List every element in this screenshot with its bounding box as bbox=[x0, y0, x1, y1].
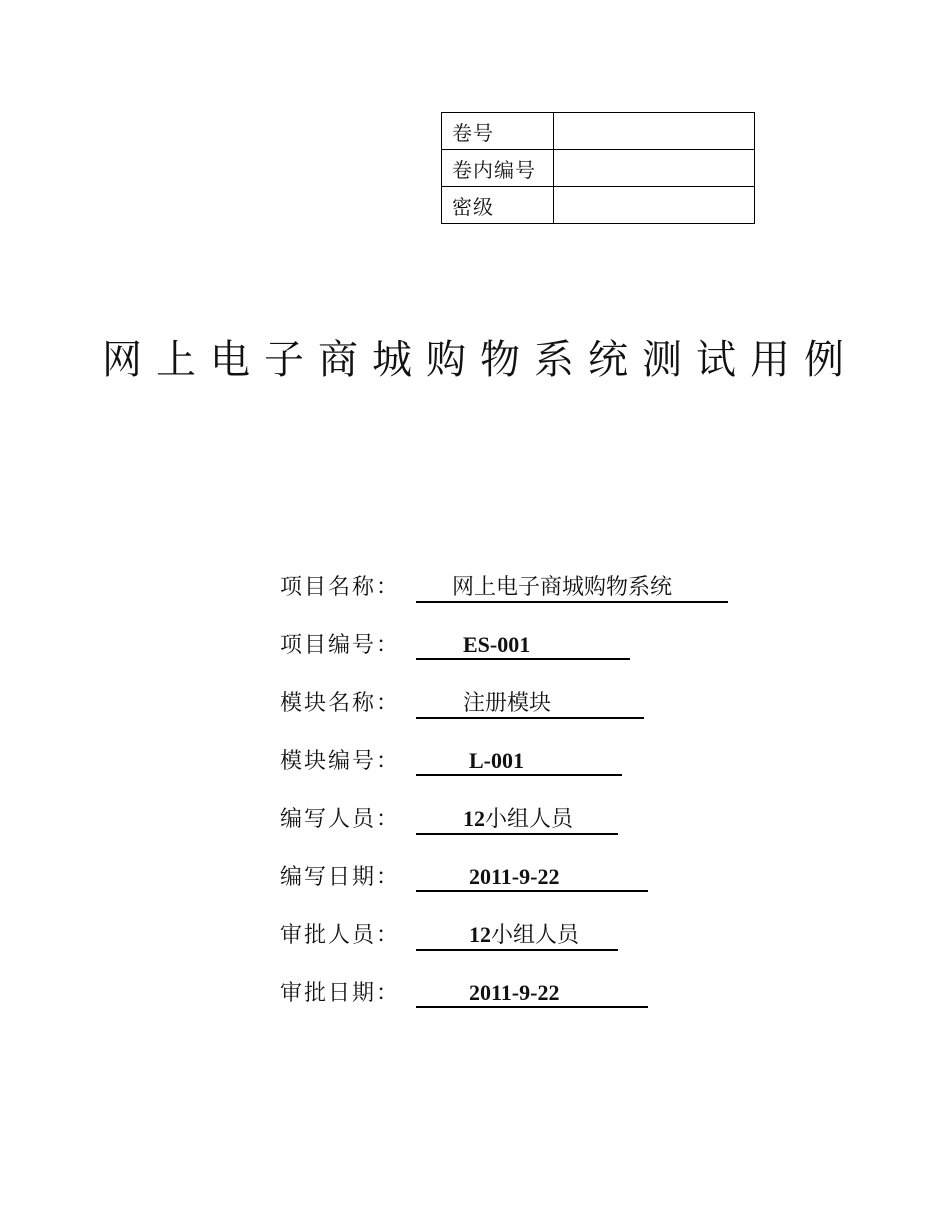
author-label: 编写人员： bbox=[280, 807, 401, 832]
approver-field bbox=[280, 918, 618, 950]
module-no-label: 模块编号： bbox=[280, 749, 401, 774]
volume-no-label: 卷号 bbox=[442, 113, 554, 150]
approve-date-value: 2011-9-22 bbox=[416, 980, 648, 1008]
project-name-field bbox=[280, 570, 728, 602]
project-no-value: ES-001 bbox=[416, 632, 630, 660]
author-field bbox=[280, 802, 618, 834]
table-row bbox=[442, 187, 755, 224]
security-level-value bbox=[554, 187, 755, 224]
write-date-field bbox=[280, 860, 648, 892]
document-title: 网上电子商城购物系统测试用例 bbox=[102, 337, 858, 383]
project-no-label: 项目编号： bbox=[280, 633, 401, 658]
approver-label: 审批人员： bbox=[280, 923, 401, 948]
module-name-field bbox=[280, 686, 644, 718]
approver-value bbox=[416, 922, 618, 951]
volume-no-value bbox=[554, 113, 755, 150]
approve-date-field bbox=[280, 976, 648, 1008]
author-group-number: 12 bbox=[463, 806, 485, 831]
table-row bbox=[442, 150, 755, 187]
write-date-value: 2011-9-22 bbox=[416, 864, 648, 892]
module-no-value: L-001 bbox=[416, 748, 622, 776]
table-row bbox=[442, 113, 755, 150]
project-name-label: 项目名称： bbox=[280, 575, 401, 600]
project-no-field bbox=[280, 628, 630, 660]
module-name-value: 注册模块 bbox=[416, 691, 644, 719]
project-name-value: 网上电子商城购物系统 bbox=[416, 575, 728, 603]
item-no-value bbox=[554, 150, 755, 187]
item-no-label: 卷内编号 bbox=[442, 150, 554, 187]
security-level-label: 密级 bbox=[442, 187, 554, 224]
archive-info-table bbox=[441, 112, 755, 224]
approver-group-text: 小组人员 bbox=[491, 923, 580, 948]
module-name-label: 模块名称： bbox=[280, 691, 401, 716]
module-no-field bbox=[280, 744, 622, 776]
write-date-label: 编写日期： bbox=[280, 865, 401, 890]
approver-group-number: 12 bbox=[469, 922, 491, 947]
approve-date-label: 审批日期： bbox=[280, 981, 401, 1006]
author-group-text: 小组人员 bbox=[485, 807, 574, 832]
author-value bbox=[416, 806, 618, 835]
